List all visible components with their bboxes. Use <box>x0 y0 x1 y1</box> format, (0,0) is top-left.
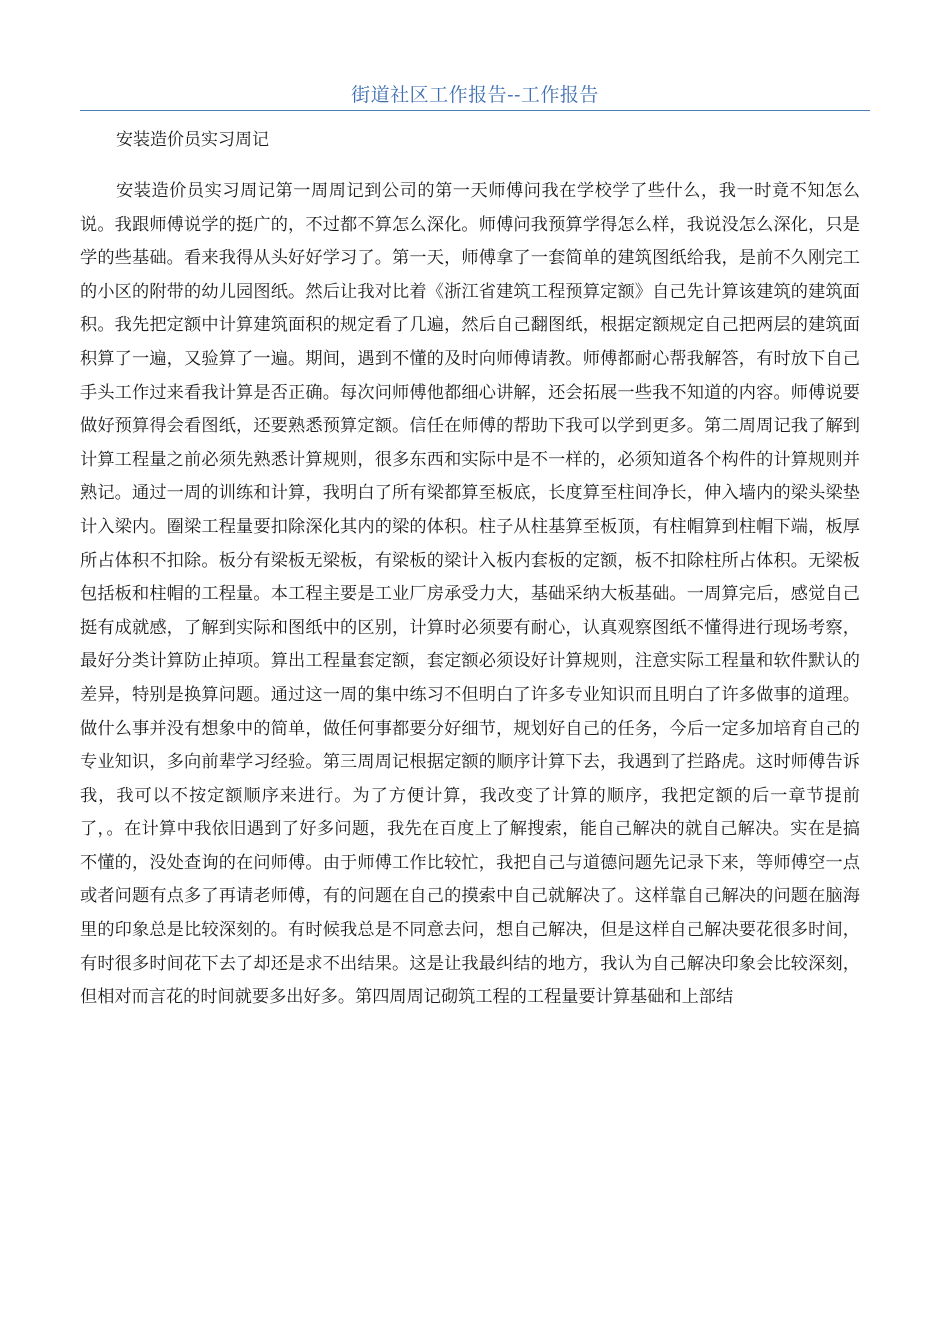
document-body: 安装造价员实习周记第一周周记到公司的第一天师傅问我在学校学了些什么，我一时竟不知怎么说。我跟师傅说学的挺广的，不过都不算怎么深化。师傅问我预算学得怎么样，我说没怎么深化，只是学的些基础。看来我得从头好好学习了。第一天，师傅拿了一套简单的建筑图纸给我，是前不久刚完工的小区的附带的幼儿园图纸。然后让我对比着《浙江省建筑工程预算定额》自己先计算该建筑的建筑面积。我先把定额中计算建筑面积的规定看了几遍，然后自己翻图纸，根据定额规定自己把两层的建筑面积算了一遍，又验算了一遍。期间，遇到不懂的及时向师傅请教。师傅都耐心帮我解答，有时放下自己手头工作过来看我计算是否正确。每次问师傅他都细心讲解，还会拓展一些我不知道的内容。师傅说要做好预算得会看图纸，还要熟悉预算定额。信任在师傅的帮助下我可以学到更多。第二周周记我了解到计算工程量之前必须先熟悉计算规则，很多东西和实际中是不一样的，必须知道各个构件的计算规则并熟记。通过一周的训练和计算，我明白了所有梁都算至板底，长度算至柱间净长，伸入墙内的梁头梁垫计入梁内。圈梁工程量要扣除深化其内的梁的体积。柱子从柱基算至板顶，有柱帽算到柱帽下端，板厚所占体积不扣除。板分有梁板无梁板，有梁板的梁计入板内套板的定额，板不扣除柱所占体积。无梁板包括板和柱帽的工程量。本工程主要是工业厂房承受力大，基础采纳大板基础。一周算完后，感觉自己挺有成就感，了解到实际和图纸中的区别，计算时必须要有耐心，认真观察图纸不懂得进行现场考察，最好分类计算防止掉项。算出工程量套定额，套定额必须设好计算规则，注意实际工程量和软件默认的差异，特别是换算问题。通过这一周的集中练习不但明白了许多专业知识而且明白了许多做事的道理。做什么事并没有想象中的简单，做任何事都要分好细节，规划好自己的任务，今后一定多加培育自己的专业知识，多向前辈学习经验。第三周周记根据定额的顺序计算下去，我遇到了拦路虎。这时师傅告诉我，我可以不按定额顺序来进行。为了方便计算，我改变了计算的顺序，我把定额的后一章节提前了，。在计算中我依旧遇到了好多问题，我先在百度上了解搜索，能自己解决的就自己解决。实在是搞不懂的，没处查询的在问师傅。由于师傅工作比较忙，我把自己与道德问题先记录下来，等师傅空一点或者问题有点多了再请老师傅，有的问题在自己的摸索中自己就解决了。这样靠自己解决的问题在脑海里的印象总是比较深刻的。有时候我总是不同意去问，想自己解决，但是这样自己解决要花很多时间，有时很多时间花下去了却还是求不出结果。这是让我最纠结的地方，我认为自己解决印象会比较深刻，但相对而言花的时间就要多出好多。第四周周记砌筑工程的工程量要计算基础和上部结 <box>80 181 860 1008</box>
header-title: 街道社区工作报告--工作报告 <box>351 84 599 106</box>
document-title: 安装造价员实习周记 <box>116 130 269 150</box>
page-header <box>80 82 870 111</box>
